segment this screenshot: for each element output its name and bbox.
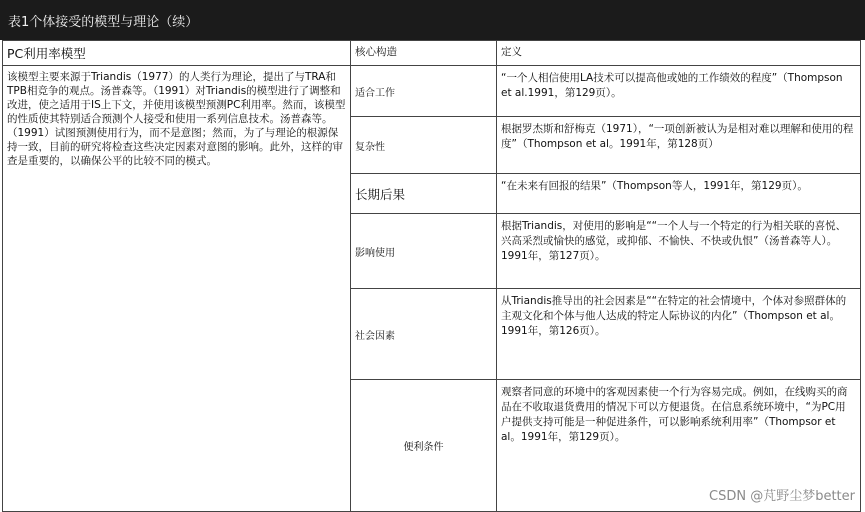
definition-cell: 观察者同意的环境中的客观因素使一个行为容易完成。例如，在线购买的商品在不收取退货费用的情况下可以方便退货。在信息系统环境中，“为PC用户提供支持可能是一种促进条件，可以影响系统利用率”（Thompsor et al。1991年，第129页）。 xyxy=(497,380,861,512)
construct-cell: 便利条件 xyxy=(351,380,497,512)
table-title: 表1个体接受的模型与理论（续） xyxy=(8,14,199,30)
header-definition: 定义 xyxy=(497,41,861,66)
definition-cell: 根据Triandis，对使用的影响是““一个人与一个特定的行为相关联的喜悦、兴高采烈或愉快的感觉，或抑郁、不愉快、不快或仇恨”（汤普森等人）。1991年，第127页）。 xyxy=(497,214,861,289)
definition-cell: “在未来有回报的结果”（Thompson等人，1991年，第129页）。 xyxy=(497,174,861,214)
models-table xyxy=(2,40,861,512)
definition-cell: 从Triandis推导出的社会因素是““在特定的社会情境中，个体对参照群体的主观文化和个体与他人达成的特定人际协议的内化”（Thompson et al。1991年，第126页）。 xyxy=(497,289,861,380)
watermark: CSDN @芃野尘梦better xyxy=(709,489,855,504)
definition-cell: “一个人相信使用LA技术可以提高他或她的工作绩效的程度”（Thompson et al.1991，第129页）。 xyxy=(497,66,861,117)
model-description: 该模型主要来源于Triandis（1977）的人类行为理论，提出了与TRA和TPB相竞争的观点。汤普森等。（1991）对Triandis的模型进行了调整和改进，使之适用于IS上下文，并使用该模型预测PC利用率。然而，该模型的性质使其特别适合预测个人接受和使用一系列信息技术。汤普森等。（1991）试图预测使用行为，而不是意图；然而，为了与理论的根源保持一致，目前的研究将检查这些决定因素对意图的影响。此外，这样的审查是重要的，以确保公平的比较不同的模式。 xyxy=(3,66,351,512)
definition-cell: 根据罗杰斯和舒梅克（1971），“一项创新被认为是相对难以理解和使用的程度”（Thompson et al。1991年，第128页） xyxy=(497,117,861,174)
construct-cell: 影响使用 xyxy=(351,214,497,289)
construct-cell: 社会因素 xyxy=(351,289,497,380)
table-caption xyxy=(0,0,865,40)
header-model: PC利用率模型 xyxy=(3,41,351,66)
table-row xyxy=(3,66,861,117)
header-construct: 核心构造 xyxy=(351,41,497,66)
construct-cell: 适合工作 xyxy=(351,66,497,117)
construct-cell: 长期后果 xyxy=(351,174,497,214)
header-row xyxy=(3,41,861,66)
construct-cell: 复杂性 xyxy=(351,117,497,174)
